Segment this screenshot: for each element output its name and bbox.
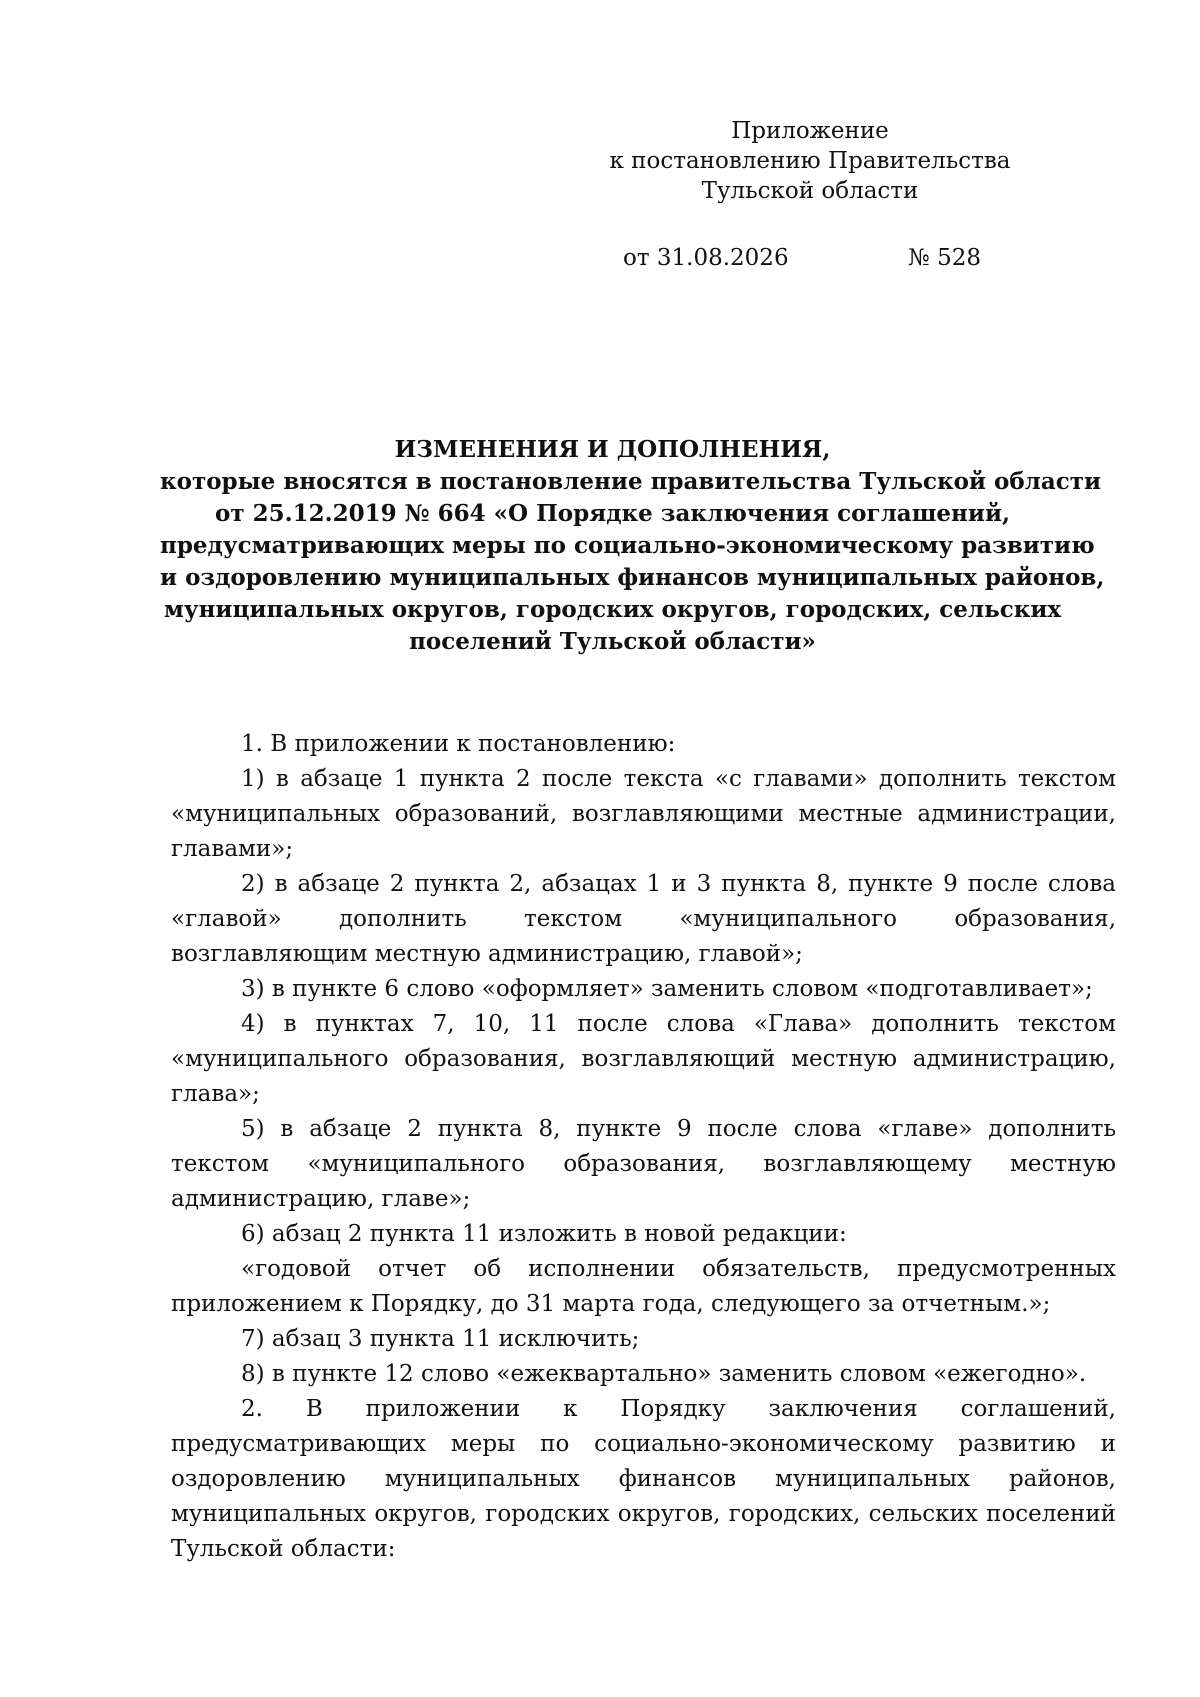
document-number: № 528 (908, 245, 981, 271)
appendix-line-3: Тульской области (701, 178, 919, 204)
paragraph-subitem-2: 2) в абзаце 2 пункта 2, абзацах 1 и 3 пункта 8, пункте 9 после слова «главой» дополнить текстом «муниципального образования, возглавляющим местную администрацию, главой»; (171, 871, 1116, 967)
title-line: поселений Тульской области» (409, 628, 816, 655)
paragraph-item-1: 1. В приложении к постановлению: (241, 731, 676, 757)
document-title (160, 434, 1105, 658)
title-line: и оздоровлению муниципальных финансов муниципальных районов, (160, 564, 1105, 591)
appendix-header (560, 116, 1060, 206)
title-line: предусматривающих меры по социально-экономическому развитию (160, 532, 1095, 559)
paragraph-subitem-1: 1) в абзаце 1 пункта 2 после текста «с главами» дополнить текстом «муниципальных образований, возглавляющими местные администрации, главами»; (171, 766, 1116, 862)
title-line: от 25.12.2019 № 664 «О Порядке заключения соглашений, (214, 500, 1011, 527)
title-line: ИЗМЕНЕНИЯ И ДОПОЛНЕНИЯ, (394, 436, 831, 463)
appendix-line-1: Приложение (731, 118, 889, 144)
paragraph-item-2: 2. В приложении к Порядку заключения соглашений, предусматривающих меры по социально-экономическому развитию и оздоровлению муниципальных финансов муниципальных районов, муниципальных округов, городских округов, городских, сельских поселений Тульской области: (171, 1396, 1116, 1562)
appendix-line-2: к постановлению Правительства (609, 148, 1011, 174)
paragraph-quote: «годовой отчет об исполнении обязательств, предусмотренных приложением к Порядку, до 31 марта года, следующего за отчетным.»; (171, 1256, 1116, 1317)
paragraph-subitem-8: 8) в пункте 12 слово «ежеквартально» заменить словом «ежегодно». (241, 1361, 1087, 1387)
paragraph-subitem-7: 7) абзац 3 пункта 11 исключить; (241, 1326, 640, 1352)
paragraph-subitem-6: 6) абзац 2 пункта 11 изложить в новой редакции: (241, 1221, 847, 1247)
paragraph-subitem-4: 4) в пунктах 7, 10, 11 после слова «Глава» дополнить текстом «муниципального образования, возглавляющий местную администрацию, глава»; (171, 1011, 1116, 1107)
title-line: муниципальных округов, городских округов, городских, сельских (163, 596, 1062, 623)
paragraph-subitem-5: 5) в абзаце 2 пункта 8, пункте 9 после слова «главе» дополнить текстом «муниципального образования, возглавляющему местную администрацию, главе»; (171, 1116, 1116, 1212)
paragraph-subitem-3: 3) в пункте 6 слово «оформляет» заменить словом «подготавливает»; (241, 976, 1093, 1002)
title-line: которые вносятся в постановление правительства Тульской области (160, 468, 1102, 495)
document-date: от 31.08.2026 (623, 245, 789, 271)
document-body (171, 727, 1116, 1567)
